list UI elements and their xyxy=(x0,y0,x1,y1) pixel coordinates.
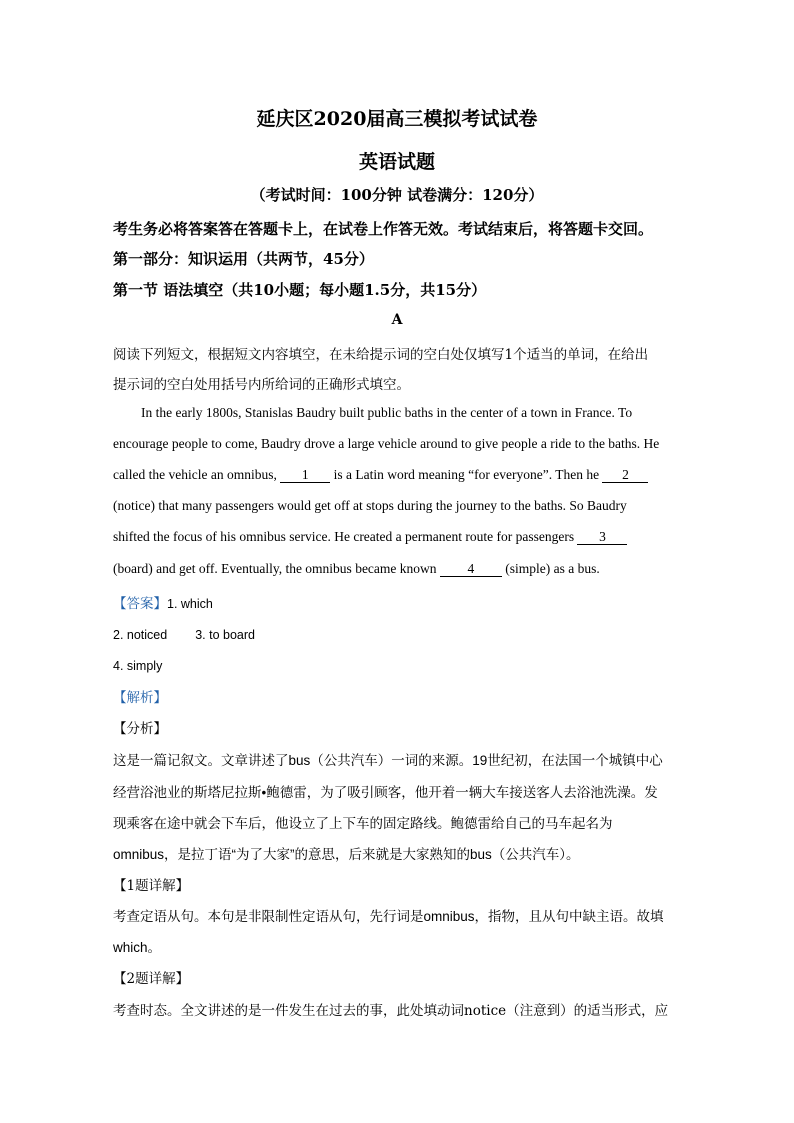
answer-line-1 xyxy=(113,592,213,612)
q1-detail-line-2: which。 xyxy=(113,940,162,955)
answer-2: 2. noticed xyxy=(113,628,168,642)
section-one-heading: 第一节 语法填空（共10小题；每小题1.5分，共15分） xyxy=(113,281,487,299)
passage-line-2: encourage people to come, Baudry drove a large vehicle around to give people a ride to the baths. He xyxy=(113,436,660,451)
page-subtitle: 英语试题 xyxy=(358,151,435,173)
analysis-line-3: 现乘客在途中就会下车后，他设立了上下车的固定路线。鲍德雷给自己的马车起名为 xyxy=(113,816,613,831)
q1-detail-tag: 【1题详解】 xyxy=(113,878,190,894)
directions-line-1: 阅读下列短文，根据短文内容填空，在未给提示词的空白处仅填写1个适当的单词，在给出 xyxy=(113,347,649,363)
fenxi-tag: 【分析】 xyxy=(113,721,167,737)
blank-3: 3 xyxy=(577,530,627,545)
passage-text: is a Latin word meaning “for everyone”. Then he xyxy=(330,467,603,482)
section-a-label: A xyxy=(391,312,403,328)
analysis-line-1: 这是一篇记叙文。文章讲述了bus（公共汽车）一词的来源。19世纪初，在法国一个城镇中心 xyxy=(113,753,663,768)
passage-line-6 xyxy=(113,561,600,577)
analysis-line-2: 经营浴池业的斯塔尼拉斯•鲍德雷，为了吸引顾客，他开着一辆大车接送客人去浴池洗澡。发 xyxy=(113,785,658,800)
exam-info: （考试时间：100分钟 试卷满分：120分） xyxy=(250,186,544,204)
part-one-heading: 第一部分：知识运用（共两节，45分） xyxy=(113,250,374,268)
answer-3: 3. to board xyxy=(195,628,255,642)
notice-text: 考生务必将答案答在答题卡上，在试卷上作答无效。考试结束后，将答题卡交回。 xyxy=(113,220,654,238)
blank-2: 2 xyxy=(602,468,648,483)
answer-line-3 xyxy=(113,655,162,674)
passage-text: shifted the focus of his omnibus service. He created a permanent route for passengers xyxy=(113,529,578,544)
passage-line-1: In the early 1800s, Stanislas Baudry built public baths in the center of a town in France. To xyxy=(141,405,633,420)
blank-1: 1 xyxy=(280,468,330,483)
passage-text: (board) and get off. Eventually, the omnibus became known xyxy=(113,561,440,576)
q1-detail-line-1: 考查定语从句。本句是非限制性定语从句，先行词是omnibus，指物，且从句中缺主语。故填 xyxy=(113,909,664,924)
passage-line-3 xyxy=(113,467,648,483)
blank-4: 4 xyxy=(440,562,502,577)
passage-text: called the vehicle an omnibus, xyxy=(113,467,281,482)
q2-detail-tag: 【2题详解】 xyxy=(113,971,190,987)
analysis-line-4: omnibus，是拉丁语“为了大家”的意思，后来就是大家熟知的bus（公共汽车）。 xyxy=(113,847,580,862)
directions-line-2: 提示词的空白处用括号内所给词的正确形式填空。 xyxy=(113,377,410,393)
answer-tag: 【答案】 xyxy=(113,596,167,612)
answer-4: 4. simply xyxy=(113,659,163,673)
passage-line-5 xyxy=(113,529,627,545)
answer-line-2 xyxy=(113,624,255,643)
page-title: 延庆区2020届高三模拟考试试卷 xyxy=(256,108,538,130)
passage-text: (simple) as a bus. xyxy=(501,561,600,576)
answer-1: 1. which xyxy=(167,597,213,611)
passage-line-4: (notice) that many passengers would get off at stops during the journey to the baths. So Baudry xyxy=(113,498,627,513)
analysis-tag: 【解析】 xyxy=(113,690,167,706)
q2-detail-line-1: 考查时态。全文讲述的是一件发生在过去的事，此处填动词notice（注意到）的适当形式，应 xyxy=(113,1003,669,1019)
